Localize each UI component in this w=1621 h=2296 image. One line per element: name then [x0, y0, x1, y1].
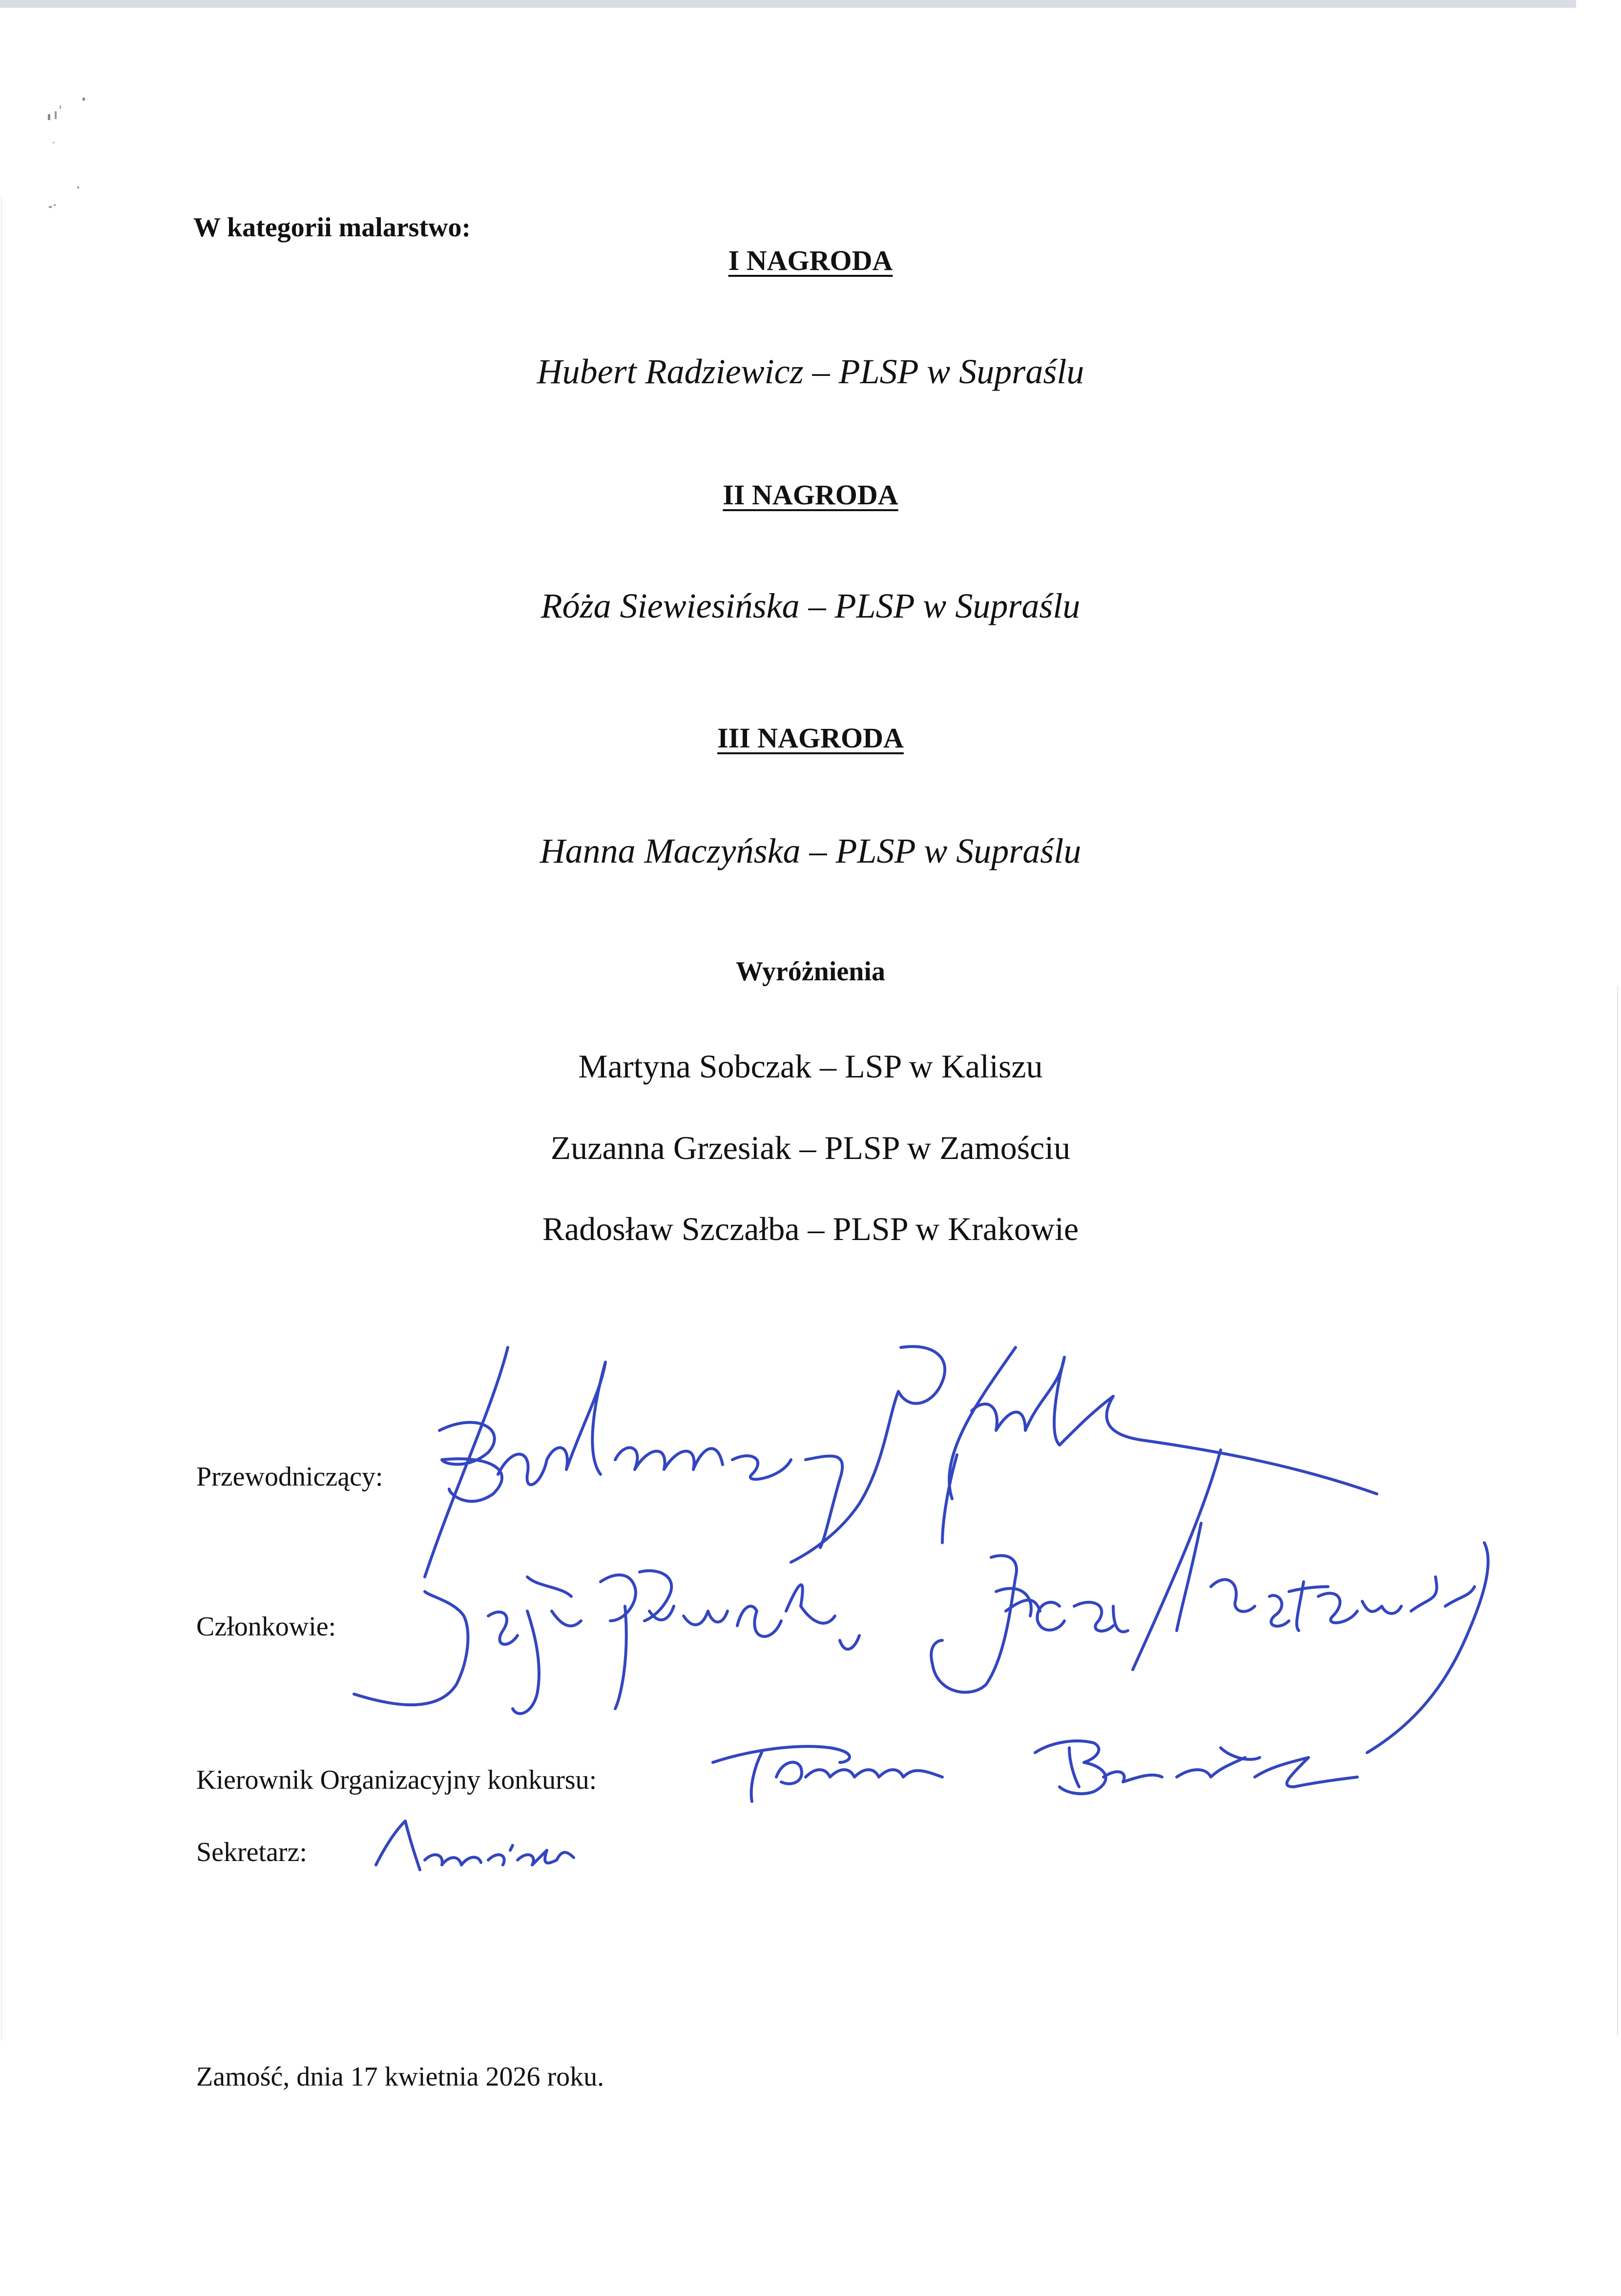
- place-and-date: Zamość, dnia 17 kwietnia 2026 roku.: [196, 2062, 604, 2092]
- distinction-item-1: Martyna Sobczak – LSP w Kaliszu: [578, 1048, 1043, 1085]
- scan-top-border: [0, 0, 1576, 8]
- prize-2-title: II NAGRODA: [723, 479, 898, 511]
- organizer-signature: [713, 1741, 1357, 1801]
- prize-3-winner: Hanna Maczyńska – PLSP w Supraślu: [540, 831, 1081, 870]
- distinction-item-3: Radosław Szczałba – PLSP w Krakowie: [542, 1210, 1079, 1247]
- chair-signature: [425, 1346, 1377, 1577]
- members-label: Członkowie:: [196, 1612, 336, 1642]
- secretary-label: Sekretarz:: [196, 1837, 307, 1867]
- category-heading: W kategorii malarstwo:: [193, 212, 471, 243]
- scan-specks: [44, 93, 98, 229]
- prize-2-winner: Róża Siewiesińska – PLSP w Supraślu: [540, 586, 1081, 625]
- distinction-item-2: Zuzanna Grzesiak – PLSP w Zamościu: [550, 1129, 1071, 1166]
- organizer-label: Kierownik Organizacyjny konkursu:: [196, 1765, 597, 1795]
- prize-3-title: III NAGRODA: [717, 722, 904, 754]
- prize-1-title: I NAGRODA: [728, 245, 893, 276]
- distinctions-title: Wyróżnienia: [736, 956, 885, 987]
- prize-1-winner: Hubert Radziewicz – PLSP w Supraślu: [537, 352, 1084, 391]
- member-2-signature: [931, 1450, 1488, 1753]
- secretary-signature: [376, 1821, 574, 1870]
- signatures-area: [0, 1318, 1621, 1904]
- member-1-signature: [354, 1571, 859, 1714]
- chair-label: Przewodniczący:: [196, 1462, 383, 1492]
